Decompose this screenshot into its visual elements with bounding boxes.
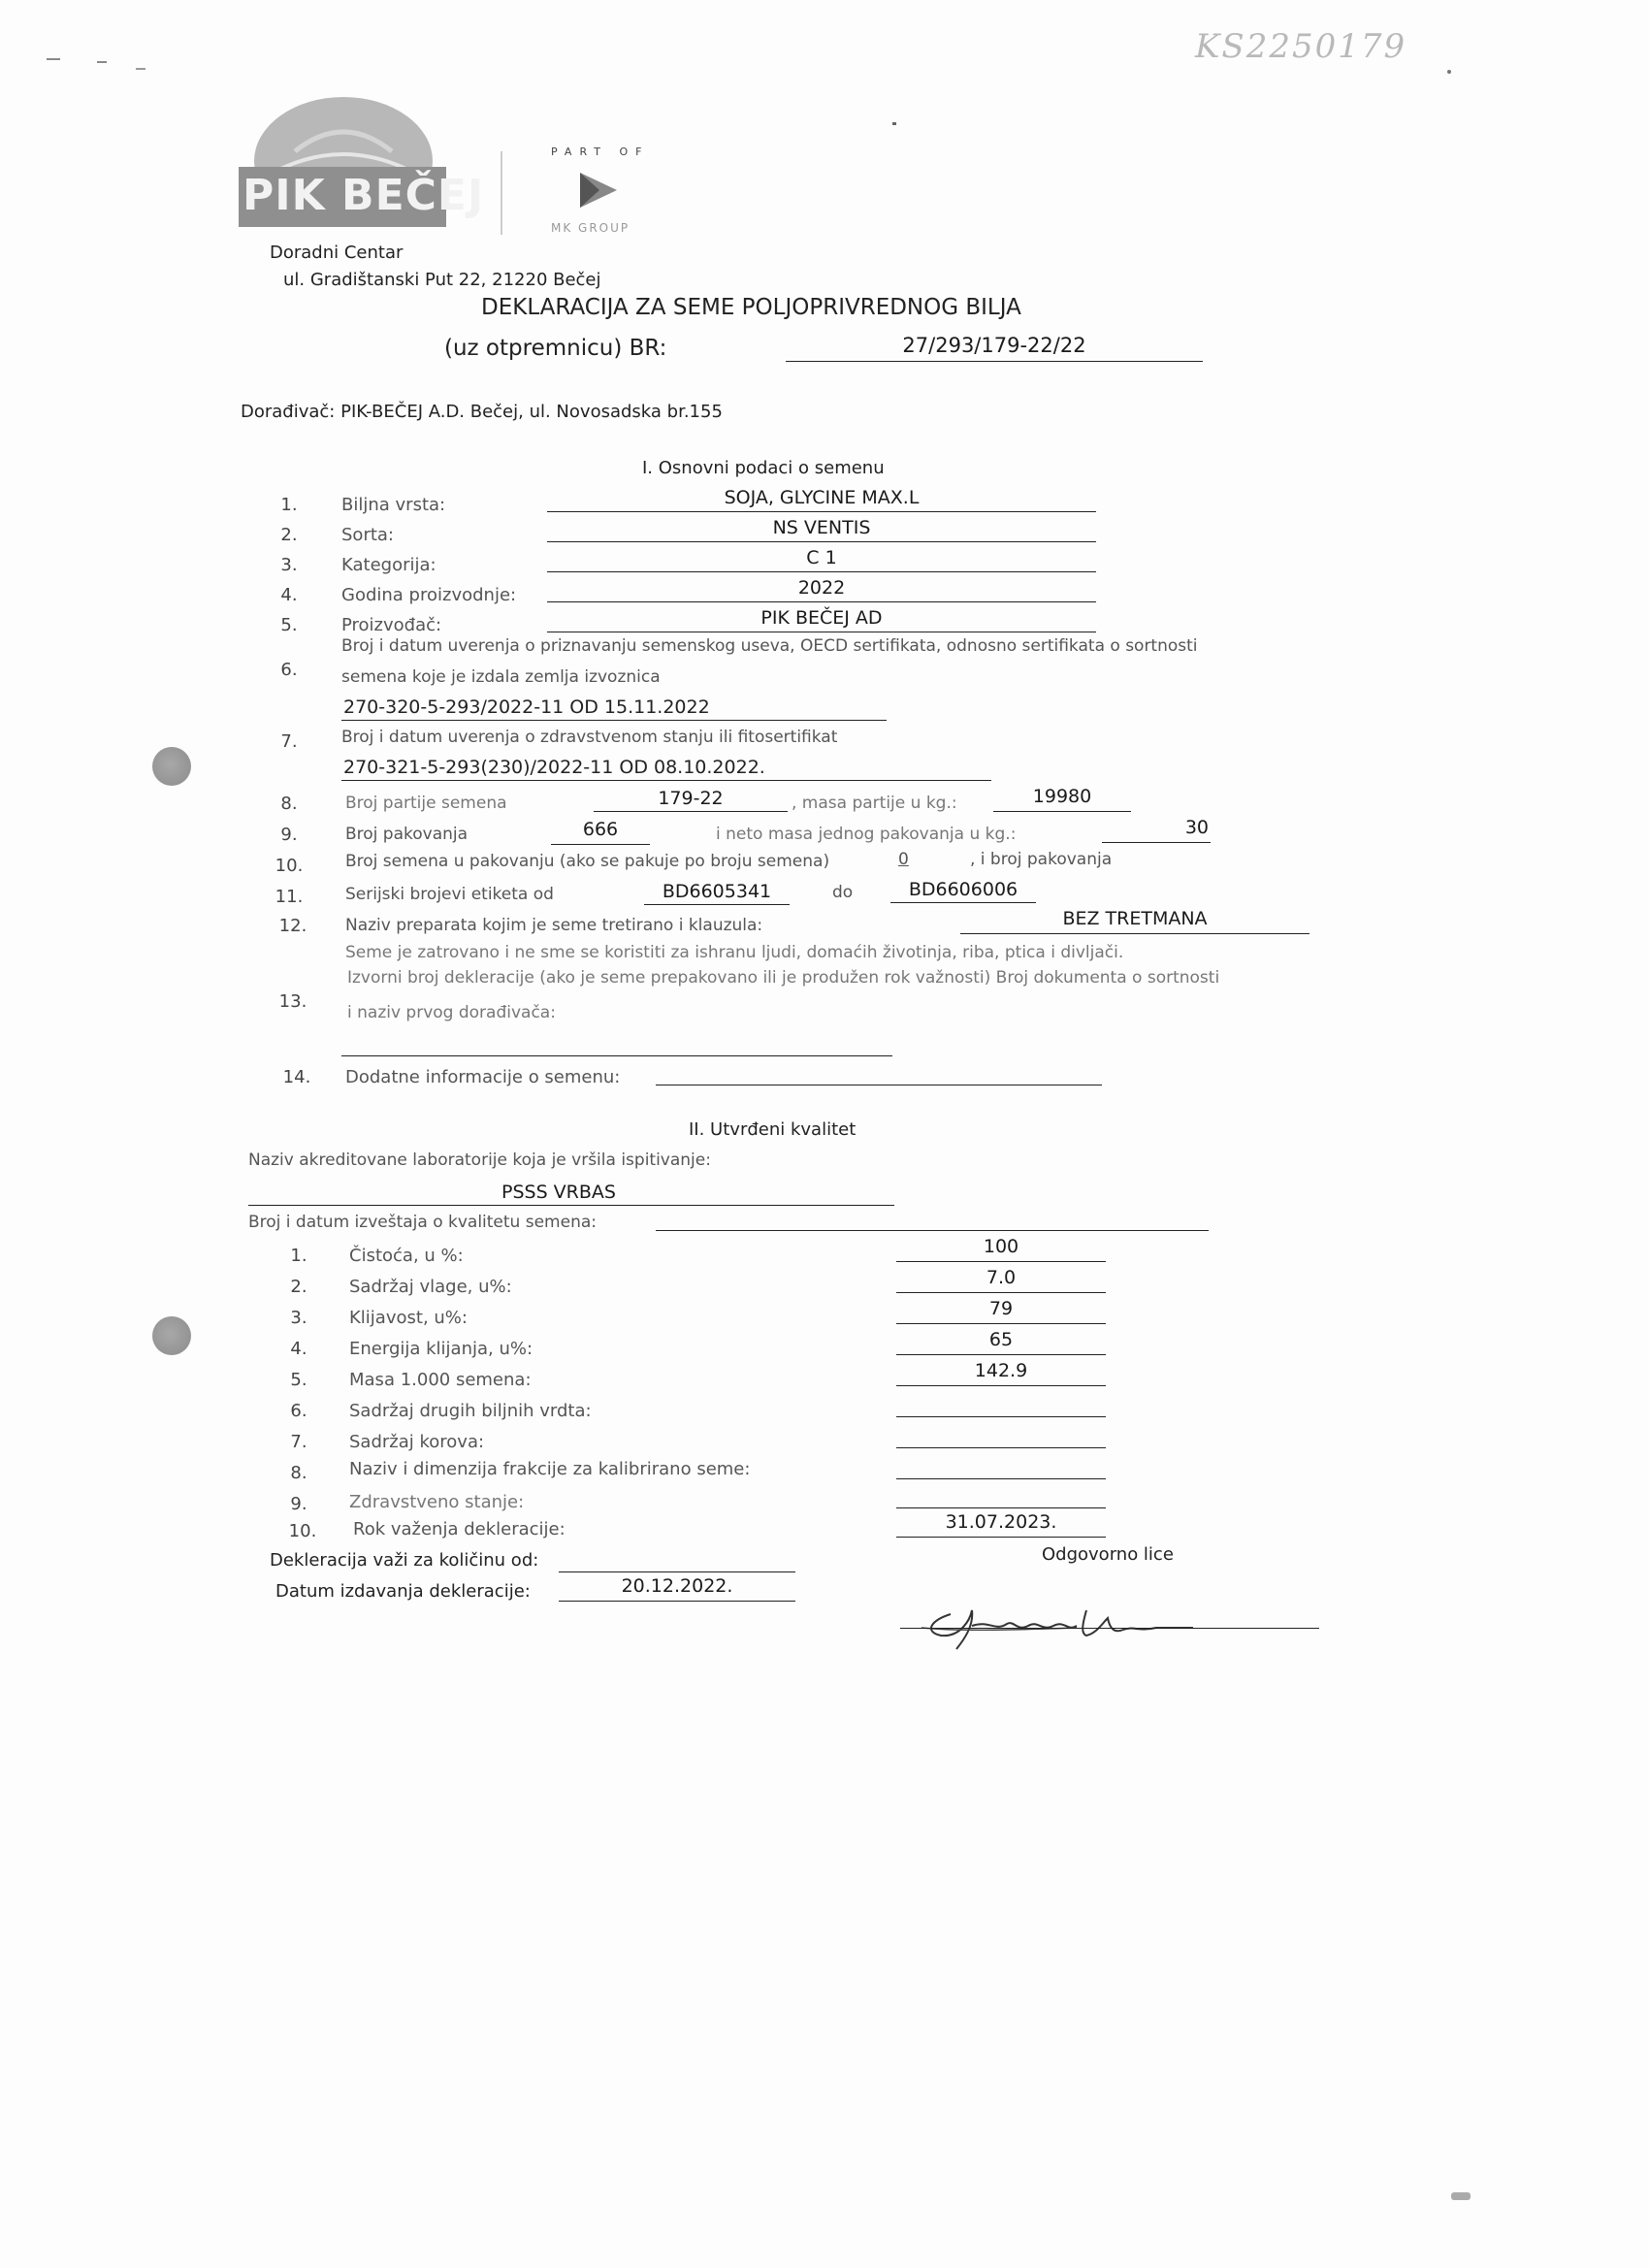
item-number: 9.	[280, 825, 298, 845]
value-line	[547, 571, 1096, 572]
item-number: 8.	[280, 794, 298, 814]
value-line	[341, 780, 991, 781]
value-line	[547, 511, 1096, 512]
item-value-certificate: 270-320-5-293/2022-11 OD 15.11.2022	[343, 697, 710, 718]
scan-speck	[892, 122, 896, 125]
item-number: 12.	[278, 916, 307, 936]
item-value-package-count: 666	[582, 819, 619, 840]
value-line	[1102, 842, 1211, 843]
value-line	[993, 811, 1131, 812]
quality-item-label: Naziv i dimenzija frakcije za kalibrirano seme:	[349, 1459, 751, 1479]
quality-item-number: 2.	[290, 1277, 307, 1297]
scan-speck	[97, 61, 107, 63]
document-title: DEKLARACIJA ZA SEME POLJOPRIVREDNOG BILJA	[481, 295, 1021, 320]
item-number: 13.	[278, 991, 307, 1012]
quality-item-number: 9.	[290, 1494, 307, 1514]
scan-speck	[47, 58, 60, 60]
item-value-label-to: BD6606006	[908, 879, 1018, 900]
value-line	[551, 844, 650, 845]
item-label: Sorta:	[341, 525, 394, 545]
issue-date-value: 20.12.2022.	[621, 1575, 733, 1597]
section1-heading: I. Osnovni podaci o semenu	[642, 458, 885, 478]
value-line	[594, 811, 788, 812]
quality-value-germination-energy: 65	[988, 1329, 1014, 1350]
item-label: i neto masa jednog pakovanja u kg.:	[716, 825, 1017, 844]
item-value-package-mass: 30	[1184, 817, 1209, 838]
item-value-producer: PIK BEČEJ AD	[760, 607, 883, 629]
item-number: 14.	[282, 1067, 311, 1087]
item-label: , masa partije u kg.:	[792, 794, 957, 813]
declaration-number: 27/293/179-22/22	[902, 334, 1086, 357]
item-label: Izvorni broj dekleracije (ako je seme prepakovano ili je produžen rok važnosti) Broj dokumenta o sortnosti	[347, 968, 1220, 988]
item-number: 1.	[280, 495, 298, 515]
item-label-cont: semena koje je izdala zemlja izvoznica	[341, 667, 661, 687]
quality-value-purity: 100	[983, 1236, 1019, 1257]
quality-item-label: Zdravstveno stanje:	[349, 1492, 525, 1512]
quality-item-number: 6.	[290, 1401, 307, 1421]
quality-item-label: Sadržaj korova:	[349, 1432, 485, 1452]
center-address: ul. Gradištanski Put 22, 21220 Bečej	[283, 270, 601, 290]
report-label: Broj i datum izveštaja o kvalitetu semena:	[248, 1213, 597, 1232]
section2-heading: II. Utvrđeni kvalitet	[689, 1119, 857, 1140]
item-label: Broj partije semena	[345, 794, 507, 813]
quality-value-thousand-seed-mass: 142.9	[974, 1360, 1028, 1381]
part-of-label: PART OF	[551, 146, 650, 158]
quality-value-validity: 31.07.2023.	[945, 1511, 1057, 1533]
value-line	[896, 1292, 1106, 1293]
declaration-number-line	[786, 361, 1203, 362]
quality-item-label: Sadržaj vlage, u%:	[349, 1277, 512, 1297]
item-label: Broj pakovanja	[345, 825, 469, 844]
item-value-production-year: 2022	[797, 577, 846, 599]
item-number: 10.	[275, 856, 304, 876]
company-logo	[237, 93, 485, 233]
value-line	[896, 1507, 1106, 1508]
handwritten-reference: KS2250179	[1195, 27, 1407, 66]
value-line	[896, 1478, 1106, 1479]
value-line	[559, 1571, 795, 1572]
quality-item-number: 7.	[290, 1432, 307, 1452]
signature	[902, 1581, 1212, 1659]
item-number: 6.	[280, 660, 298, 680]
item-label: do	[832, 883, 854, 902]
item-value-label-from: BD6605341	[662, 881, 772, 902]
item-number: 7.	[280, 731, 298, 752]
value-line	[960, 933, 1310, 934]
quality-item-number: 10.	[288, 1521, 317, 1541]
scan-speck	[1447, 70, 1451, 74]
value-line	[890, 902, 1036, 903]
value-line	[248, 1205, 894, 1206]
quality-item-label: Energija klijanja, u%:	[349, 1339, 534, 1359]
item-value-seed-count: 0	[898, 850, 909, 869]
value-line	[341, 720, 887, 721]
item-value-lot-mass: 19980	[1032, 786, 1092, 807]
quality-item-label: Sadržaj drugih biljnih vrdta:	[349, 1401, 592, 1421]
mk-group-logo-icon	[576, 169, 621, 210]
punch-hole	[152, 1316, 191, 1355]
quality-item-label: Čistoća, u %:	[349, 1246, 464, 1266]
quality-item-number: 3.	[290, 1308, 307, 1328]
item-value-treatment: BEZ TRETMANA	[1062, 908, 1208, 929]
value-line	[656, 1230, 1209, 1231]
item-value-lot-number: 179-22	[658, 788, 724, 809]
value-line	[547, 601, 1096, 602]
group-name: MK GROUP	[551, 221, 630, 235]
quality-value-germination: 79	[988, 1298, 1014, 1319]
quality-item-number: 4.	[290, 1339, 307, 1359]
quantity-label: Dekleracija važi za količinu od:	[270, 1550, 539, 1571]
item-label: , i broj pakovanja	[970, 850, 1113, 869]
quality-item-number: 5.	[290, 1370, 307, 1390]
item-label: Proizvođač:	[341, 615, 442, 635]
item-label: Kategorija:	[341, 555, 436, 575]
signature-line	[900, 1628, 1319, 1629]
value-line	[559, 1601, 795, 1602]
value-line	[644, 904, 790, 905]
treatment-clause: Seme je zatrovano i ne sme se koristiti za ishranu ljudi, domaćih životinja, riba, ptica i divljači.	[345, 943, 1124, 962]
value-line	[896, 1323, 1106, 1324]
quality-item-label: Klijavost, u%:	[349, 1308, 468, 1328]
value-line	[547, 541, 1096, 542]
quality-item-number: 8.	[290, 1463, 307, 1483]
item-label: Broj i datum uverenja o zdravstvenom stanju ili fitosertifikat	[341, 728, 838, 747]
item-label: Naziv preparata kojim je seme tretirano i klauzula:	[345, 916, 763, 935]
document-subtitle: (uz otpremnicu) BR:	[444, 336, 667, 361]
item-label: Biljna vrsta:	[341, 495, 446, 515]
center-name: Doradni Centar	[270, 243, 404, 263]
issue-date-label: Datum izdavanja dekleracije:	[275, 1581, 531, 1602]
item-number: 2.	[280, 525, 298, 545]
value-line	[896, 1537, 1106, 1538]
value-line	[896, 1385, 1106, 1386]
responsible-person-label: Odgovorno lice	[1042, 1544, 1174, 1565]
item-number: 4.	[280, 585, 298, 605]
item-label: Serijski brojevi etiketa od	[345, 885, 554, 904]
value-line	[341, 1055, 892, 1056]
quality-item-label: Rok važenja dekleracije:	[353, 1519, 566, 1539]
item-number: 3.	[280, 555, 298, 575]
value-line	[896, 1447, 1106, 1448]
scan-speck	[136, 68, 146, 70]
value-line	[896, 1354, 1106, 1355]
lab-label: Naziv akreditovane laboratorije koja je vršila ispitivanje:	[248, 1150, 711, 1170]
item-value-category: C 1	[806, 547, 837, 568]
value-line	[896, 1261, 1106, 1262]
lab-value: PSSS VRBAS	[501, 1182, 616, 1203]
logo-divider	[501, 151, 502, 235]
item-number: 5.	[280, 615, 298, 635]
quality-item-number: 1.	[290, 1246, 307, 1266]
quality-item-label: Masa 1.000 semena:	[349, 1370, 532, 1390]
scan-speck	[1451, 2192, 1471, 2200]
item-value-variety: NS VENTIS	[772, 517, 871, 538]
punch-hole	[152, 747, 191, 786]
item-label: Broj semena u pakovanju (ako se pakuje po broju semena)	[345, 852, 830, 871]
value-line	[896, 1416, 1106, 1417]
item-label: Godina proizvodnje:	[341, 585, 517, 605]
item-label: Dodatne informacije o semenu:	[345, 1067, 621, 1087]
item-label-cont: i naziv prvog dorađivača:	[347, 1003, 556, 1022]
item-number: 11.	[275, 887, 304, 907]
processor: Dorađivač: PIK-BEČEJ A.D. Bečej, ul. Novosadska br.155	[241, 402, 723, 422]
logo-text: PIK BEČEJ	[242, 171, 485, 220]
quality-value-moisture: 7.0	[986, 1267, 1017, 1288]
item-value-phytosanitary: 270-321-5-293(230)/2022-11 OD 08.10.2022.	[343, 757, 765, 778]
item-label: Broj i datum uverenja o priznavanju semenskog useva, OECD sertifikata, odnosno sertifikata o sortnosti	[341, 636, 1198, 656]
item-value-plant-species: SOJA, GLYCINE MAX.L	[724, 487, 920, 508]
